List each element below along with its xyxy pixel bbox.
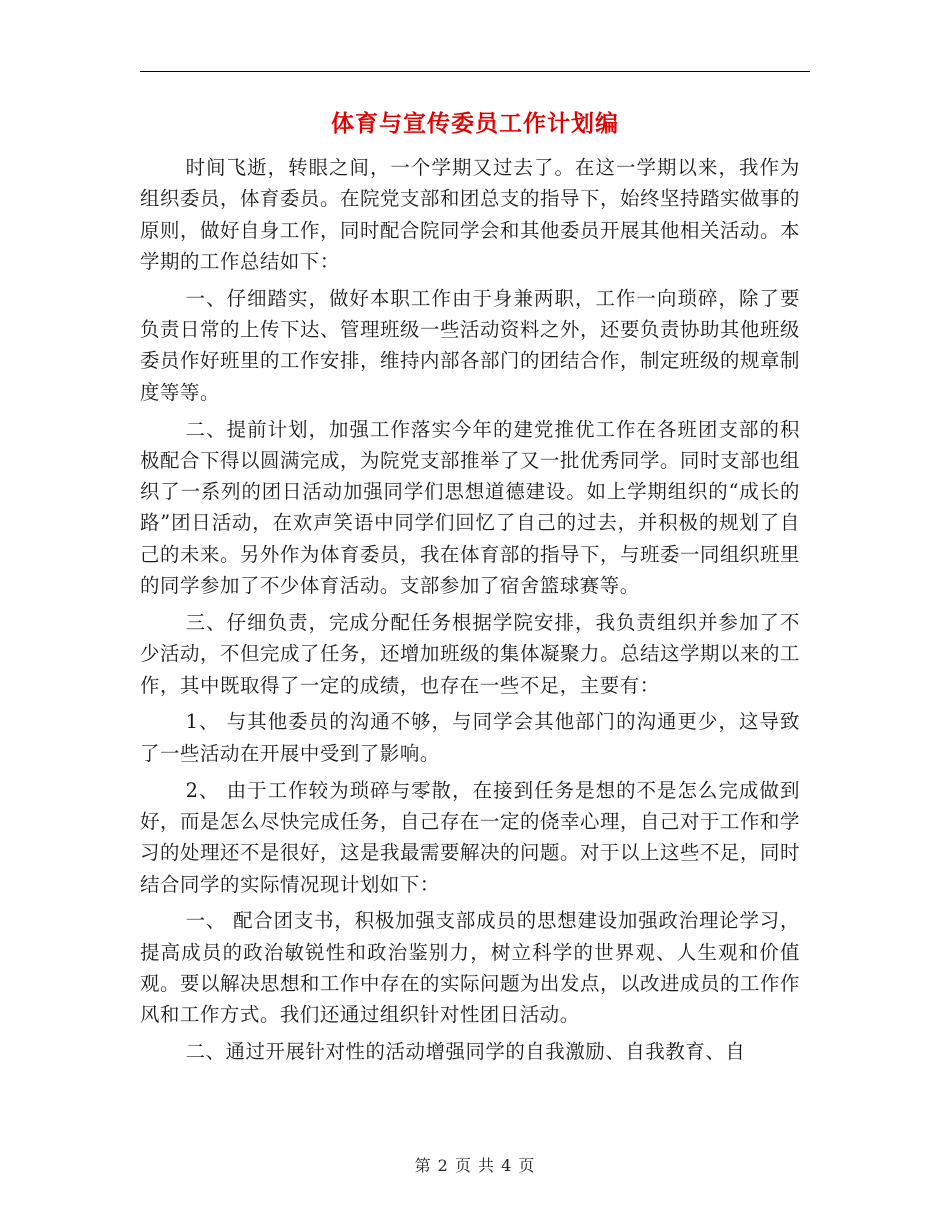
paragraph-shortcoming-1: 1、 与其他委员的沟通不够，与同学会其他部门的沟通更少，这导致了一些活动在开展中受到了影响。	[140, 710, 800, 765]
paragraph-plan-2: 二、通过开展针对性的活动增强同学的自我激励、自我教育、自	[185, 1040, 746, 1064]
paragraph-plan-1: 一、 配合团支书，积极加强支部成员的思想建设加强政治理论学习，提高成员的政治敏锐性和政治鉴别力，树立科学的世界观、人生观和价值观。要以解决思想和工作中存在的实际问题为出发点，以改进成员的工作作风和工作方式。我们还通过组织针对性团日活动。	[140, 909, 800, 1027]
paragraph-intro: 时间飞逝，转眼之间，一个学期又过去了。在这一学期以来，我作为组织委员，体育委员。在院党支部和团总支的指导下，始终坚持踏实做事的原则，做好自身工作，同时配合院同学会和其他委员开展其他相关活动。本学期的工作总结如下：	[140, 156, 800, 273]
document-title: 体育与宣传委员工作计划编	[331, 110, 619, 137]
paragraph-section-3: 三、仔细负责，完成分配任务根据学院安排，我负责组织并参加了不少活动，不但完成了任务，还增加班级的集体凝聚力。总结这学期以来的工作，其中既取得了一定的成绩，也存在一些不足，主要有：	[140, 610, 800, 697]
paragraph-shortcoming-2: 2、 由于工作较为琐碎与零散，在接到任务是想的不是怎么完成做到好，而是怎么尽快完成任务，自己存在一定的侥幸心理，自己对于工作和学习的处理还不是很好，这是我最需要解决的问题。对于以上这些不足，同时结合同学的实际情况现计划如下：	[140, 778, 800, 896]
header-rule	[140, 71, 810, 72]
page-number: 第 2 页 共 4 页	[414, 1156, 536, 1175]
paragraph-section-1: 一、仔细踏实，做好本职工作由于身兼两职，工作一向琐碎，除了要负责日常的上传下达、管理班级一些活动资料之外，还要负责协助其他班级委员作好班里的工作安排，维持内部各部门的团结合作，制定班级的规章制度等等。	[140, 286, 800, 404]
paragraph-section-2: 二、提前计划，加强工作落实今年的建党推优工作在各班团支部的积极配合下得以圆满完成，为院党支部推举了又一批优秀同学。同时支部也组织了一系列的团日活动加强同学们思想道德建设。如上学期组织的“成长的路”团日活动，在欢声笑语中同学们回忆了自己的过去，并积极的规划了自己的未来。另外作为体育委员，我在体育部的指导下，与班委一同组织班里的同学参加了不少体育活动。支部参加了宿舍篮球赛等。	[140, 417, 800, 598]
document-body	[140, 152, 800, 1067]
